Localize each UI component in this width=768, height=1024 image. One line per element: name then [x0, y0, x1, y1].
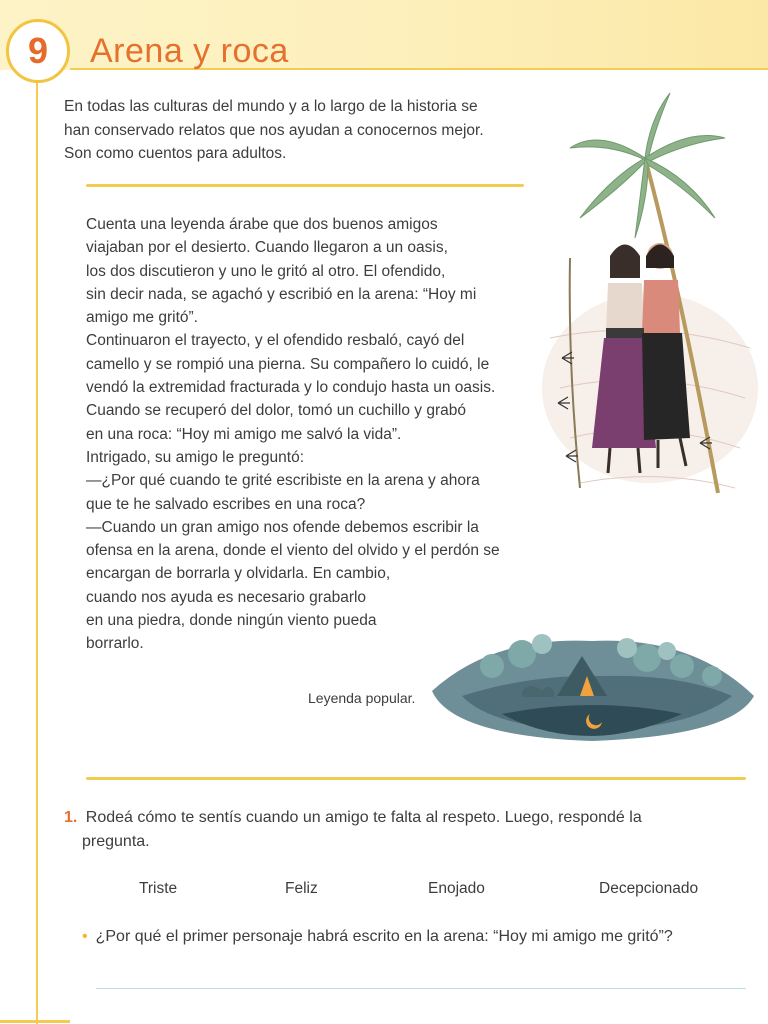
story-line: que te he salvado escribes en una roca? — [86, 495, 366, 513]
question-text: ¿Por qué el primer personaje habrá escrito en la arena: “Hoy mi amigo me gritó”? — [95, 928, 673, 945]
intro-paragraph — [64, 95, 534, 166]
option-feliz[interactable]: Feliz — [285, 880, 318, 897]
activity-divider — [86, 777, 746, 780]
oasis-moon-illustration — [432, 596, 757, 746]
activity-instruction — [64, 806, 744, 854]
bullet-icon: • — [82, 928, 88, 945]
story-line: Intrigado, su amigo le preguntó: — [86, 448, 304, 466]
story-line: sin decir nada, se agachó y escribió en la arena: “Hoy mi — [86, 285, 477, 303]
story-text — [86, 213, 536, 656]
page-title: Arena y roca — [90, 32, 289, 70]
emotion-options — [0, 880, 768, 904]
story-line: en una piedra, donde ningún viento pueda — [86, 612, 377, 630]
answer-line[interactable] — [96, 988, 746, 989]
story-line: en una roca: “Hoy mi amigo me salvó la vida”. — [86, 425, 402, 443]
story-line: ofensa en la arena, donde el viento del olvido y el perdón se — [86, 542, 500, 560]
story-line: vendó la extremidad fracturada y lo condujo hasta un oasis. — [86, 379, 496, 397]
story-line: los dos discutieron y uno le gritó al otro. El ofendido, — [86, 262, 446, 280]
story-line: borrarlo. — [86, 635, 144, 653]
story-line: amigo me gritó”. — [86, 309, 198, 327]
story-line: Continuaron el trayecto, y el ofendido resbaló, cayó del — [86, 332, 465, 350]
story-line: cuando nos ayuda es necesario grabarlo — [86, 588, 367, 606]
activity-instruction-line: Rodeá cómo te sentís cuando un amigo te falta al respeto. Luego, respondé la — [85, 809, 642, 826]
option-triste[interactable]: Triste — [139, 880, 178, 897]
activity-number: 1. — [64, 809, 78, 826]
story-line: viajaban por el desierto. Cuando llegaron a un oasis, — [86, 239, 448, 257]
story-line: —¿Por qué cuando te grité escribiste en la arena y ahora — [86, 472, 480, 490]
story-line: camello y se rompió una pierna. Su compañero lo cuidó, le — [86, 355, 490, 373]
story-line: encargan de borrarla y olvidarla. En cambio, — [86, 565, 391, 583]
intro-line: Son como cuentos para adultos. — [64, 145, 287, 162]
chapter-number-badge — [6, 19, 70, 83]
story-line: Cuando se recuperó del dolor, tomó un cuchillo y grabó — [86, 402, 466, 420]
story-source: Leyenda popular. — [308, 690, 416, 706]
story-line: —Cuando un gran amigo nos ofende debemos escribir la — [86, 518, 479, 536]
section-divider — [86, 184, 524, 187]
chapter-number: 9 — [27, 30, 49, 71]
bottom-margin-rule — [0, 1020, 70, 1023]
story-line: Cuenta una leyenda árabe que dos buenos amigos — [86, 216, 438, 233]
intro-line: han conservado relatos que nos ayudan a conocernos mejor. — [64, 121, 484, 139]
friends-palm-illustration — [540, 88, 760, 508]
question — [82, 928, 673, 946]
activity-instruction-line: pregunta. — [82, 833, 150, 850]
intro-line: En todas las culturas del mundo y a lo largo de la historia se — [64, 98, 478, 115]
option-enojado[interactable]: Enojado — [428, 880, 485, 897]
option-decepcionado[interactable]: Decepcionado — [599, 880, 699, 897]
